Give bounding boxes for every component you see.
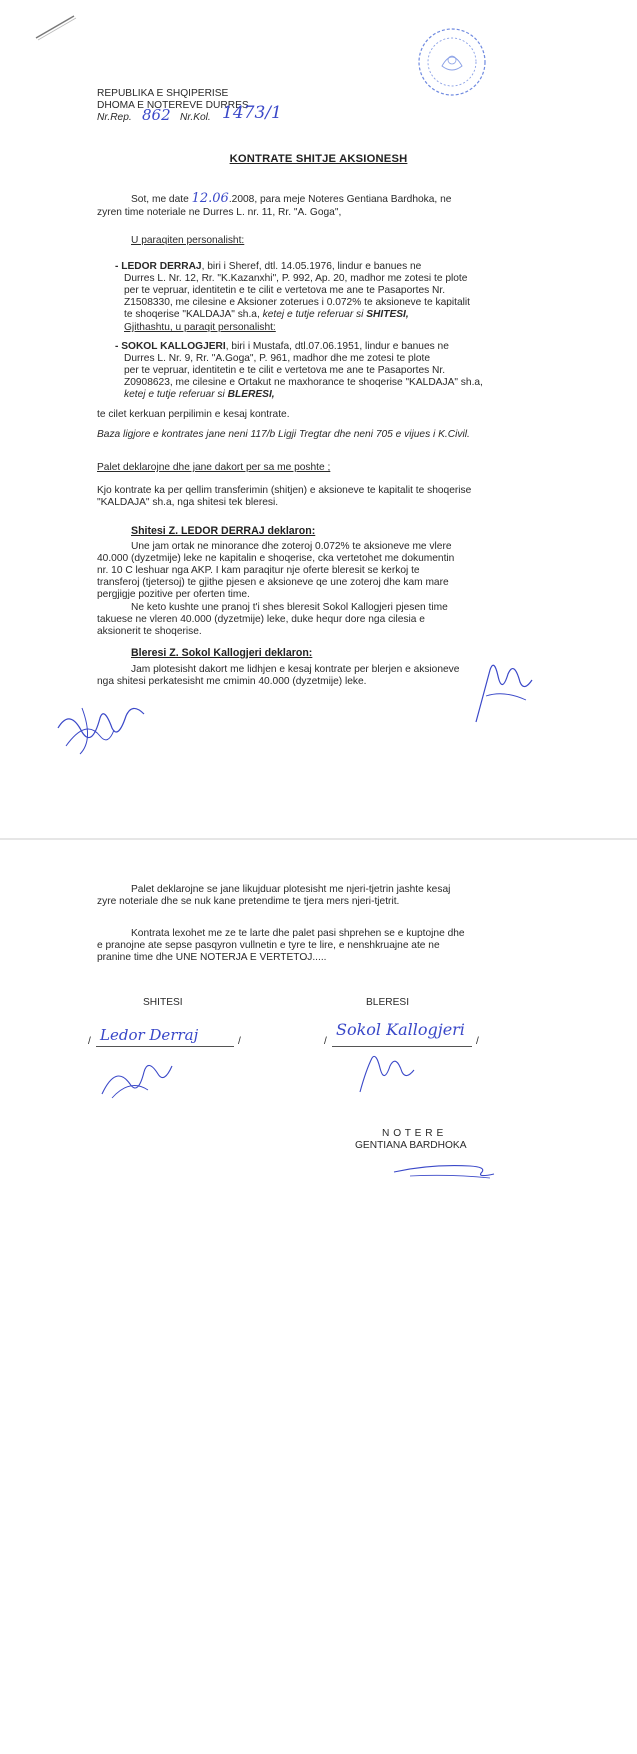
seller-decl-7: takuese ne vleren 40.000 (dyzetmije) leke, duke hequr dore nga cilesia e [97, 614, 425, 625]
notary-name: GENTIANA BARDHOKA [355, 1140, 467, 1151]
seller-signature-flourish [96, 1044, 176, 1104]
buyer-signature-flourish [352, 1044, 422, 1100]
rep-label: Nr.Rep. [97, 112, 132, 123]
date-handwritten: 12.06 [191, 191, 229, 206]
seller-line-2: Durres L. Nr. 12, Rr. "K.Kazanxhi", P. 992, Ap. 20, madhor me zotesi te plote [124, 273, 468, 284]
intro-line-2: zyren time noteriale ne Durres L. nr. 11, Rr. "A. Goga", [97, 207, 342, 218]
seller-signature-name: Ledor Derraj [100, 1026, 199, 1044]
pen-mark [30, 10, 80, 44]
seller-line-5: te shoqerise "KALDAJA" sh.a, ketej e tutje referuar si SHITESI, [124, 309, 409, 320]
seller-label: SHITESI [143, 997, 183, 1008]
legal-basis: Baza ligjore e kontrates jane neni 117/b Ligji Tregtar dhe neni 705 e vijues i K.Civil. [97, 429, 470, 440]
kol-label: Nr.Kol. [180, 112, 211, 123]
seller-line-1: - LEDOR DERRAJ, biri i Sheref, dtl. 14.05.1976, lindur e banues ne [115, 261, 422, 272]
header-chamber: DHOMA E NOTEREVE DURRES [97, 100, 249, 111]
seller-line-3: per te vepruar, identitetin e te cilit e vertetova me ane te Pasaportes Nr. [124, 285, 446, 296]
buyer-line-1: - SOKOL KALLOGJERI, biri i Mustafa, dtl.07.06.1951, lindur e banues ne [115, 341, 449, 352]
buyer-decl-2: nga shitesi perkatesisht me cmimin 40.000 (dyzetmije) leke. [97, 676, 367, 687]
purpose-line-2: "KALDAJA" sh.a, nga shitesi tek bleresi. [97, 497, 279, 508]
request-line: te cilet kerkuan perpilimin e kesaj kontrate. [97, 409, 290, 420]
seller-decl-3: nr. 10 C leshuar nga AKP. I kam paraqitur nje oferte bleresit se kerkoj te [97, 565, 420, 576]
notary-stamp [416, 26, 488, 98]
seller-signature-scribble [52, 688, 152, 760]
settlement-line-1: Palet deklarojne se jane likujduar plotesisht me njeri-tjetrin jashte kesaj [131, 884, 451, 895]
buyer-signature-name: Sokol Kallogjeri [336, 1020, 465, 1039]
buyer-line-3: per te vepruar, identitetin e te cilit e vertetova me ane te Pasaportes Nr. [124, 365, 446, 376]
kol-number: 1473/1 [222, 103, 282, 123]
seller-declares-heading: Shitesi Z. LEDOR DERRAJ deklaron: [131, 525, 316, 537]
seller-line-4: Z1508330, me cilesine e Aksioner zoterues i 0.072% te aksioneve te kapitalit [124, 297, 471, 308]
seller-slash-right: / [238, 1036, 241, 1047]
rep-number: 862 [142, 106, 171, 124]
buyer-decl-1: Jam plotesisht dakort me lidhjen e kesaj kontrate per blerjen e aksioneve [131, 664, 460, 675]
reading-line-2: e pranojne ate sepse pasqyron vullnetin e tyre te lire, e nenshkruajne ate ne [97, 940, 440, 951]
reading-line-1: Kontrata lexohet me ze te larte dhe palet pasi shprehen se e kuptojne dhe [131, 928, 465, 939]
appear-heading: U paraqiten personalisht: [131, 235, 245, 246]
buyer-declares-heading: Bleresi Z. Sokol Kallogjeri deklaron: [131, 647, 313, 659]
seller-decl-5: pergjigje pozitive per oferten time. [97, 589, 250, 600]
settlement-line-2: zyre noteriale dhe se nuk kane pretendime te tjera mers njeri-tjetrit. [97, 896, 400, 907]
buyer-line-5: ketej e tutje referuar si BLERESI, [124, 389, 275, 400]
header-republic: REPUBLIKA E SHQIPERISE [97, 88, 229, 99]
seller-slash-left: / [88, 1036, 91, 1047]
seller-decl-2: 40.000 (dyzetmije) leke ne kapitalin e shoqerise, cka vertetohet me dokumentin [97, 553, 455, 564]
buyer-slash-left: / [324, 1036, 327, 1047]
seller-decl-4: transferoj (tjetersoj) te gjithe pjesen e aksioneve qe une zoteroj dhe kam mare [97, 577, 449, 588]
notary-signature [390, 1154, 510, 1184]
buyer-line-4: Z0908623, me cilesine e Ortakut ne maxhorance te shoqerise "KALDAJA" sh.a, [124, 377, 483, 388]
buyer-label: BLERESI [366, 997, 410, 1008]
seller-decl-6: Ne keto kushte une pranoj t'i shes bleresit Sokol Kallogjeri pjesen time [131, 602, 448, 613]
page-2 [0, 840, 637, 1754]
buyer-line-2: Durres L. Nr. 9, Rr. "A.Goga", P. 961, madhor dhe me zotesi te plote [124, 353, 431, 364]
seller-decl-8: aksionerit te shoqerise. [97, 626, 202, 637]
reading-line-3: pranine time dhe UNE NOTERJA E VERTETOJ..... [97, 952, 327, 963]
page-title: KONTRATE SHITJE AKSIONESH [229, 153, 408, 165]
seller-decl-1: Une jam ortak ne minorance dhe zoteroj 0.072% te aksioneve me vlere [131, 541, 452, 552]
page-1 [0, 0, 637, 840]
notary-title: N O T E R E [382, 1128, 444, 1139]
also-heading: Gjithashtu, u paraqit personalisht: [124, 322, 276, 333]
agree-heading: Palet deklarojne dhe jane dakort per sa me poshte ; [97, 462, 331, 473]
purpose-line-1: Kjo kontrate ka per qellim transferimin (shitjen) e aksioneve te kapitalit te shoqerise [97, 485, 472, 496]
buyer-slash-right: / [476, 1036, 479, 1047]
buyer-signature-scribble [468, 652, 540, 728]
intro-line-1: Sot, me date 12.06.2008, para meje Noteres Gentiana Bardhoka, ne [131, 191, 452, 206]
